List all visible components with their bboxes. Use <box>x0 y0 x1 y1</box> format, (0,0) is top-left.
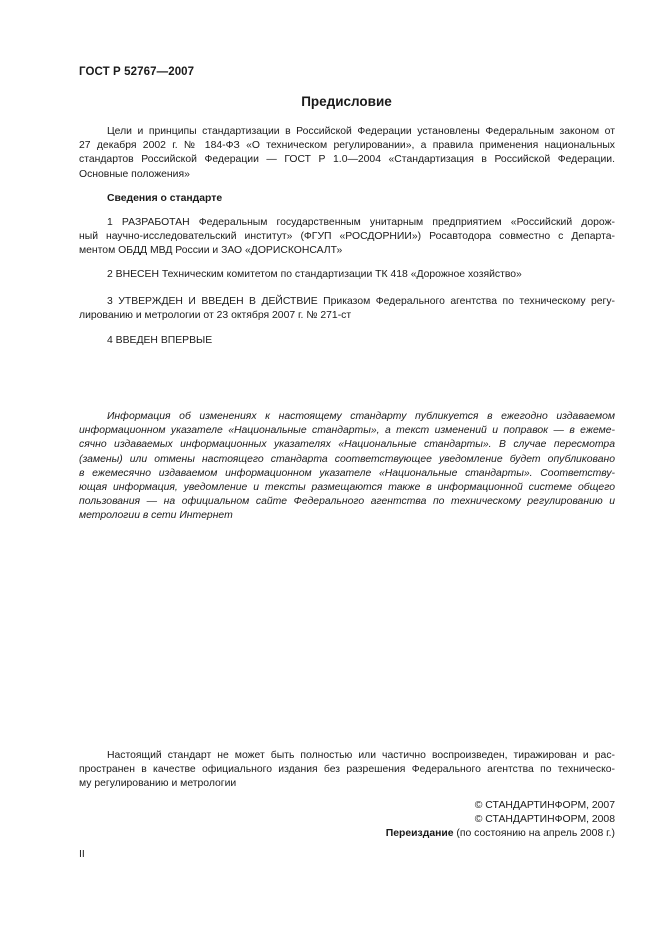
text-line: Цели и принципы стандартизации в Российской Федерации установлены Федеральным законом от <box>107 126 615 137</box>
reissue-label: Переиздание <box>385 828 454 840</box>
text-line: информационном указателе «Национальные стандарты», а текст изменений и поправок — в ежеме- <box>79 425 615 437</box>
text-line: стандартов Российской Федерации — ГОСТ Р 1.0—2004 «Стандартизация в Российской Федерации. <box>79 154 615 166</box>
copyright-line: © СТАНДАРТИНФОРМ, 2008 <box>474 814 615 826</box>
text-line: пользования — на официальном сайте Федерального агентства по техническому регулированию и <box>79 496 615 508</box>
text-line: сячно издаваемых информационных указателях «Национальные стандарты». В случае пересмотра <box>79 439 615 451</box>
item-developed <box>79 216 615 259</box>
page-number: II <box>79 849 85 860</box>
reissue-note: (по состоянию на апрель 2008 г.) <box>453 828 615 840</box>
text-line: Основные положения» <box>79 168 190 180</box>
text-line: 27 декабря 2002 г. № 184-ФЗ «О техническом регулировании», а правила применения национальных <box>79 140 615 152</box>
text-line: 2 ВНЕСЕН Техническим комитетом по стандартизации ТК 418 «Дорожное хозяйство» <box>107 269 522 280</box>
text-line: 3 УТВЕРЖДЕН И ВВЕДЕН В ДЕЙСТВИЕ Приказом Федерального агентства по техническому регу- <box>107 296 615 307</box>
text-line: в ежемесячно издаваемом информационном указателе «Национальные стандарты». Соответству- <box>79 467 615 479</box>
page-title: Предисловие <box>301 94 392 109</box>
copyright-line: © СТАНДАРТИНФОРМ, 2007 <box>474 800 615 811</box>
copyright-block <box>300 799 615 842</box>
text-line: му регулированию и метрологии <box>79 778 237 790</box>
text-line: 1 РАЗРАБОТАН Федеральным государственным унитарным предприятием «Российский дорож- <box>107 217 615 228</box>
amendments-notice <box>79 410 615 524</box>
item-first-introduced <box>79 334 615 348</box>
text-line: 4 ВВЕДЕН ВПЕРВЫЕ <box>107 335 213 346</box>
text-line: Информация об изменениях к настоящему стандарту публикуется в ежегодно издаваемом <box>107 411 615 422</box>
reproduction-notice <box>79 749 615 792</box>
standard-code-header: ГОСТ Р 52767—2007 <box>79 66 195 78</box>
text-line: ный научно-исследовательский институт» (ФГУП «РОСДОРНИИ») Росавтодора совместно с Департа- <box>79 231 615 243</box>
item-approved <box>79 295 615 323</box>
standard-info-heading: Сведения о стандарте <box>107 193 223 204</box>
reissue-line <box>300 827 615 841</box>
text-line: метрологии в сети Интернет <box>79 510 233 522</box>
intro-paragraph <box>79 125 615 182</box>
text-line: ментом ОБДД МВД России и ЗАО «ДОРИСКОНСАЛТ» <box>79 245 343 257</box>
text-line: пространен в качестве официального издания без разрешения Федерального агентства по техническо- <box>79 764 615 776</box>
text-line: ющая информация, уведомление и тексты размещаются также в информационной системе общего <box>79 482 615 494</box>
item-introduced <box>79 268 615 282</box>
text-line: (замены) или отмены настоящего стандарта соответствующее уведомление будет опубликовано <box>79 453 615 465</box>
text-line: Настоящий стандарт не может быть полностью или частично воспроизведен, тиражирован и рас- <box>107 750 615 761</box>
text-line: лированию и метрологии от 23 октября 2007 г. № 271-ст <box>79 310 352 322</box>
